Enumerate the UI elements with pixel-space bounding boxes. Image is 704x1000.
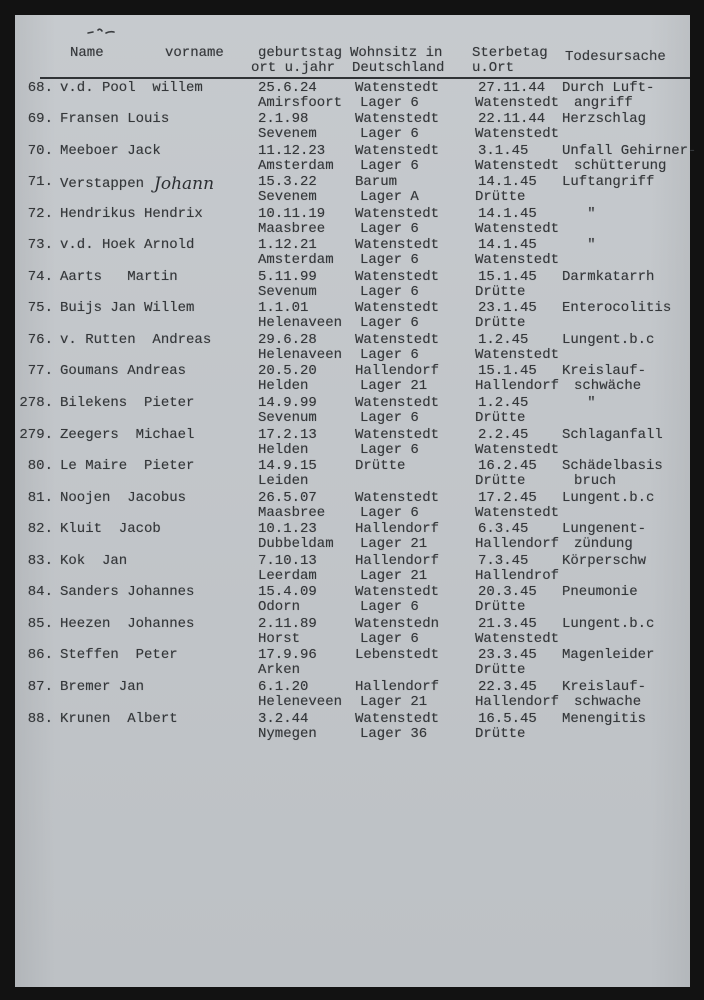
camp: Lager 6	[360, 283, 419, 300]
row-number: 75.	[27, 300, 53, 317]
cause-line-1: Magenleider	[562, 647, 655, 664]
death-place: Hallendrof	[475, 567, 560, 584]
name-cell	[60, 459, 194, 474]
name-text: Bilekens Pieter	[60, 395, 195, 411]
camp: Lager 6	[360, 252, 419, 269]
cause-line-1: Herzschlag	[562, 111, 647, 128]
name-text: Meeboer Jack	[60, 142, 161, 159]
row-number: 68.	[27, 79, 53, 96]
row-number: 72.	[27, 205, 53, 222]
handwritten-name: Johann	[154, 174, 215, 195]
residence: Watenstedt	[355, 300, 440, 317]
cause-line-1: Darmkatarrh	[562, 268, 655, 285]
birth-place: Helden	[258, 378, 309, 395]
cause-line-1: "	[562, 237, 596, 254]
death-date: 2.2.45	[478, 426, 529, 443]
name-cell	[60, 301, 194, 316]
death-date: 23.1.45	[478, 300, 537, 317]
table-row	[0, 270, 704, 301]
row-number: 88.	[27, 710, 53, 727]
header-residence-1: Wohnsitz in	[350, 45, 443, 61]
death-place: Watenstedt	[475, 157, 560, 174]
birth-place: Sevenum	[258, 283, 317, 300]
pen-mark	[86, 26, 116, 38]
table-row	[0, 522, 704, 553]
death-place: Drütte	[475, 725, 526, 742]
name-text: Le Maire Pieter	[60, 458, 195, 475]
residence: Hallendorf	[355, 521, 440, 538]
death-place: Watenstedt	[475, 504, 560, 521]
name-cell	[60, 333, 211, 348]
death-place: Drütte	[475, 189, 526, 206]
cause-line-1: "	[562, 205, 596, 222]
birth-place: Arken	[258, 662, 301, 679]
table-row	[0, 238, 704, 269]
birth-date: 5.11.99	[258, 268, 317, 285]
table-row	[0, 301, 704, 332]
death-place: Watenstedt	[475, 630, 560, 647]
cause-line-1: Luftangriff	[562, 174, 655, 191]
birth-date: 10.1.23	[258, 521, 317, 538]
death-date: 27.11.44	[478, 79, 546, 96]
table-row	[0, 491, 704, 522]
name-text: Heezen Johannes	[60, 615, 195, 632]
birth-place: Nymegen	[258, 725, 317, 742]
birth-date: 7.10.13	[258, 552, 317, 569]
death-date: 6.3.45	[478, 521, 529, 538]
death-place: Watenstedt	[475, 346, 560, 363]
birth-place: Amsterdam	[258, 252, 334, 269]
death-date: 16.5.45	[478, 710, 537, 727]
camp: Lager 6	[360, 441, 419, 458]
header-birth-2: ort u.jahr	[251, 60, 336, 76]
death-place: Drütte	[475, 410, 526, 426]
birth-date: 25.6.24	[258, 79, 317, 96]
death-place: Hallendorf	[475, 693, 560, 710]
name-text: Krunen Albert	[60, 710, 178, 727]
table-row	[0, 648, 704, 679]
residence: Watenstedt	[355, 489, 440, 506]
death-date: 16.2.45	[478, 458, 537, 475]
name-text: v.d. Pool willem	[60, 79, 203, 96]
residence: Watenstedt	[355, 584, 440, 601]
name-cell	[60, 174, 215, 195]
camp: Lager A	[360, 189, 419, 206]
cause-line-1: Unfall Gehirner-	[562, 142, 697, 159]
table-row	[0, 175, 704, 206]
name-cell	[60, 522, 161, 537]
death-place: Drütte	[475, 599, 526, 616]
birth-place: Helenaveen	[258, 346, 343, 363]
table-row	[0, 112, 704, 143]
header-death-1: Sterbetag	[472, 45, 548, 61]
birth-date: 14.9.15	[258, 458, 317, 475]
cause-line-1: Lungent.b.c	[562, 615, 655, 632]
table-row	[0, 459, 704, 490]
birth-place: Heleneveen	[258, 693, 343, 710]
name-cell	[60, 491, 186, 506]
birth-date: 1.12.21	[258, 237, 317, 254]
header-residence-2: Deutschland	[352, 60, 445, 76]
camp: Lager 21	[360, 693, 428, 710]
death-date: 14.1.45	[478, 205, 537, 222]
camp: Lager 6	[360, 504, 419, 521]
row-number: 86.	[27, 647, 53, 664]
camp: Lager 6	[360, 315, 419, 332]
cause-line-1: Lungent.b.c	[562, 489, 655, 506]
header-cause: Todesursache	[565, 49, 666, 65]
birth-place: Amsterdam	[258, 157, 334, 174]
death-date: 22.3.45	[478, 678, 537, 695]
row-number: 279.	[19, 426, 53, 443]
row-number: 80.	[27, 458, 53, 475]
cause-line-1: "	[562, 395, 596, 411]
death-date: 3.1.45	[478, 142, 529, 159]
death-date: 15.1.45	[478, 363, 537, 380]
residence: Barum	[355, 174, 398, 191]
residence: Hallendorf	[355, 678, 440, 695]
name-text: Steffen Peter	[60, 647, 178, 664]
cause-line-2: schütterung	[574, 157, 667, 174]
row-number: 83.	[27, 552, 53, 569]
death-place: Watenstedt	[475, 220, 560, 237]
camp: Lager 21	[360, 536, 428, 553]
camp: Lager 6	[360, 630, 419, 647]
row-number: 70.	[27, 142, 53, 159]
camp: Lager 6	[360, 599, 419, 616]
residence: Watenstedt	[355, 111, 440, 128]
birth-date: 14.9.99	[258, 395, 317, 411]
birth-place: Odorn	[258, 599, 301, 616]
birth-date: 15.3.22	[258, 174, 317, 191]
camp: Lager 6	[360, 346, 419, 363]
header-name: Name	[70, 45, 104, 61]
camp: Lager 6	[360, 126, 419, 143]
row-number: 82.	[27, 521, 53, 538]
name-text: Sanders Johannes	[60, 584, 195, 601]
header-death-2: u.Ort	[472, 60, 515, 76]
cause-line-1: Lungenent-	[562, 521, 647, 538]
name-cell	[60, 396, 194, 411]
residence: Watenstedt	[355, 710, 440, 727]
residence: Watenstedt	[355, 237, 440, 254]
table-row	[0, 585, 704, 616]
death-date: 17.2.45	[478, 489, 537, 506]
residence: Watenstedt	[355, 205, 440, 222]
name-cell	[60, 238, 194, 253]
death-date: 23.3.45	[478, 647, 537, 664]
residence: Drütte	[355, 458, 406, 475]
row-number: 76.	[27, 331, 53, 348]
name-text: Noojen Jacobus	[60, 489, 187, 506]
name-cell	[60, 207, 203, 222]
name-cell	[60, 680, 144, 695]
residence: Watenstedt	[355, 395, 440, 411]
cause-line-2: schwache	[574, 693, 642, 710]
table-row	[0, 396, 704, 427]
cause-line-1: Körperschw	[562, 552, 647, 569]
row-number: 73.	[27, 237, 53, 254]
birth-place: Horst	[258, 630, 301, 647]
cause-line-1: Schädelbasis	[562, 458, 663, 475]
cause-line-2: bruch	[574, 473, 617, 490]
birth-place: Sevenum	[258, 410, 317, 426]
birth-date: 3.2.44	[258, 710, 309, 727]
residence: Watenstedt	[355, 79, 440, 96]
birth-place: Leerdam	[258, 567, 317, 584]
header-birth-1: geburtstag	[258, 45, 343, 61]
residence: Watenstedt	[355, 426, 440, 443]
cause-line-2: schwäche	[574, 378, 642, 395]
name-cell	[60, 364, 186, 379]
table-row	[0, 144, 704, 175]
header-vorname: vorname	[165, 45, 224, 61]
birth-place: Sevenem	[258, 126, 317, 143]
cause-line-1: Kreislauf-	[562, 678, 647, 695]
camp: Lager 6	[360, 94, 419, 111]
name-cell	[60, 617, 194, 632]
birth-place: Leiden	[258, 473, 309, 490]
death-date: 7.3.45	[478, 552, 529, 569]
table-row	[0, 333, 704, 364]
birth-date: 1.1.01	[258, 300, 309, 317]
table-row	[0, 81, 704, 112]
birth-place: Sevenem	[258, 189, 317, 206]
death-place: Watenstedt	[475, 94, 560, 111]
birth-date: 11.12.23	[258, 142, 326, 159]
death-date: 1.2.45	[478, 395, 529, 411]
death-place: Drütte	[475, 662, 526, 679]
row-number: 69.	[27, 111, 53, 128]
death-place: Drütte	[475, 473, 526, 490]
birth-date: 10.11.19	[258, 205, 326, 222]
name-text: v.d. Hoek Arnold	[60, 237, 195, 254]
row-number: 74.	[27, 268, 53, 285]
birth-place: Helenaveen	[258, 315, 343, 332]
name-text: Fransen Louis	[60, 111, 170, 128]
name-text: Verstappen	[60, 176, 145, 193]
death-place: Watenstedt	[475, 252, 560, 269]
table-row	[0, 364, 704, 395]
name-cell	[60, 554, 127, 569]
cause-line-1: Durch Luft-	[562, 79, 655, 96]
camp: Lager 6	[360, 157, 419, 174]
name-cell	[60, 81, 203, 96]
death-date: 22.11.44	[478, 111, 546, 128]
death-place: Watenstedt	[475, 441, 560, 458]
name-text: Kluit Jacob	[60, 521, 161, 538]
table-row	[0, 680, 704, 711]
birth-date: 2.11.89	[258, 615, 317, 632]
row-number: 84.	[27, 584, 53, 601]
death-date: 1.2.45	[478, 331, 529, 348]
death-date: 14.1.45	[478, 174, 537, 191]
row-number: 77.	[27, 363, 53, 380]
table-row	[0, 712, 704, 743]
name-text: Buijs Jan Willem	[60, 300, 195, 317]
birth-date: 15.4.09	[258, 584, 317, 601]
row-number: 87.	[27, 678, 53, 695]
birth-place: Maasbree	[258, 220, 326, 237]
cause-line-1: Enterocolitis	[562, 300, 672, 317]
cause-line-2: zündung	[574, 536, 633, 553]
row-number: 278.	[19, 395, 53, 411]
name-text: Kok Jan	[60, 552, 128, 569]
residence: Watenstedt	[355, 268, 440, 285]
birth-date: 20.5.20	[258, 363, 317, 380]
camp: Lager 6	[360, 410, 419, 426]
cause-line-1: Kreislauf-	[562, 363, 647, 380]
camp: Lager 21	[360, 567, 428, 584]
residence: Hallendorf	[355, 363, 440, 380]
name-cell	[60, 712, 178, 727]
death-date: 14.1.45	[478, 237, 537, 254]
table-row	[0, 428, 704, 459]
birth-place: Helden	[258, 441, 309, 458]
table-row	[0, 207, 704, 238]
name-cell	[60, 270, 178, 285]
birth-date: 6.1.20	[258, 678, 309, 695]
death-place: Drütte	[475, 315, 526, 332]
cause-line-1: Lungent.b.c	[562, 331, 655, 348]
name-text: Bremer Jan	[60, 678, 145, 695]
name-text: Hendrikus Hendrix	[60, 205, 203, 222]
birth-place: Dubbeldam	[258, 536, 334, 553]
birth-place: Maasbree	[258, 504, 326, 521]
cause-line-1: Menengitis	[562, 710, 647, 727]
birth-date: 17.9.96	[258, 647, 317, 664]
name-cell	[60, 648, 178, 663]
row-number: 81.	[27, 489, 53, 506]
birth-date: 17.2.13	[258, 426, 317, 443]
name-text: v. Rutten Andreas	[60, 331, 212, 348]
camp: Lager 21	[360, 378, 428, 395]
death-place: Drütte	[475, 283, 526, 300]
death-date: 15.1.45	[478, 268, 537, 285]
row-number: 71.	[27, 174, 53, 191]
name-text: Goumans Andreas	[60, 363, 187, 380]
residence: Watenstedt	[355, 331, 440, 348]
death-place: Hallendorf	[475, 536, 560, 553]
table-row	[0, 554, 704, 585]
residence: Watenstedn	[355, 615, 440, 632]
residence: Watenstedt	[355, 142, 440, 159]
birth-place: Amirsfoort	[258, 94, 343, 111]
residence: Lebenstedt	[355, 647, 440, 664]
name-cell	[60, 144, 161, 159]
death-date: 20.3.45	[478, 584, 537, 601]
name-cell	[60, 428, 194, 443]
row-number: 85.	[27, 615, 53, 632]
birth-date: 2.1.98	[258, 111, 309, 128]
name-text: Zeegers Michael	[60, 426, 195, 443]
death-date: 21.3.45	[478, 615, 537, 632]
name-cell	[60, 585, 194, 600]
cause-line-1: Schlaganfall	[562, 426, 663, 443]
cause-line-2: angriff	[574, 94, 633, 111]
name-cell	[60, 112, 169, 127]
camp: Lager 36	[360, 725, 428, 742]
cause-line-1: Pneumonie	[562, 584, 638, 601]
table-row	[0, 617, 704, 648]
death-place: Watenstedt	[475, 126, 560, 143]
birth-date: 29.6.28	[258, 331, 317, 348]
death-place: Hallendorf	[475, 378, 560, 395]
birth-date: 26.5.07	[258, 489, 317, 506]
residence: Hallendorf	[355, 552, 440, 569]
camp: Lager 6	[360, 220, 419, 237]
name-text: Aarts Martin	[60, 268, 178, 285]
